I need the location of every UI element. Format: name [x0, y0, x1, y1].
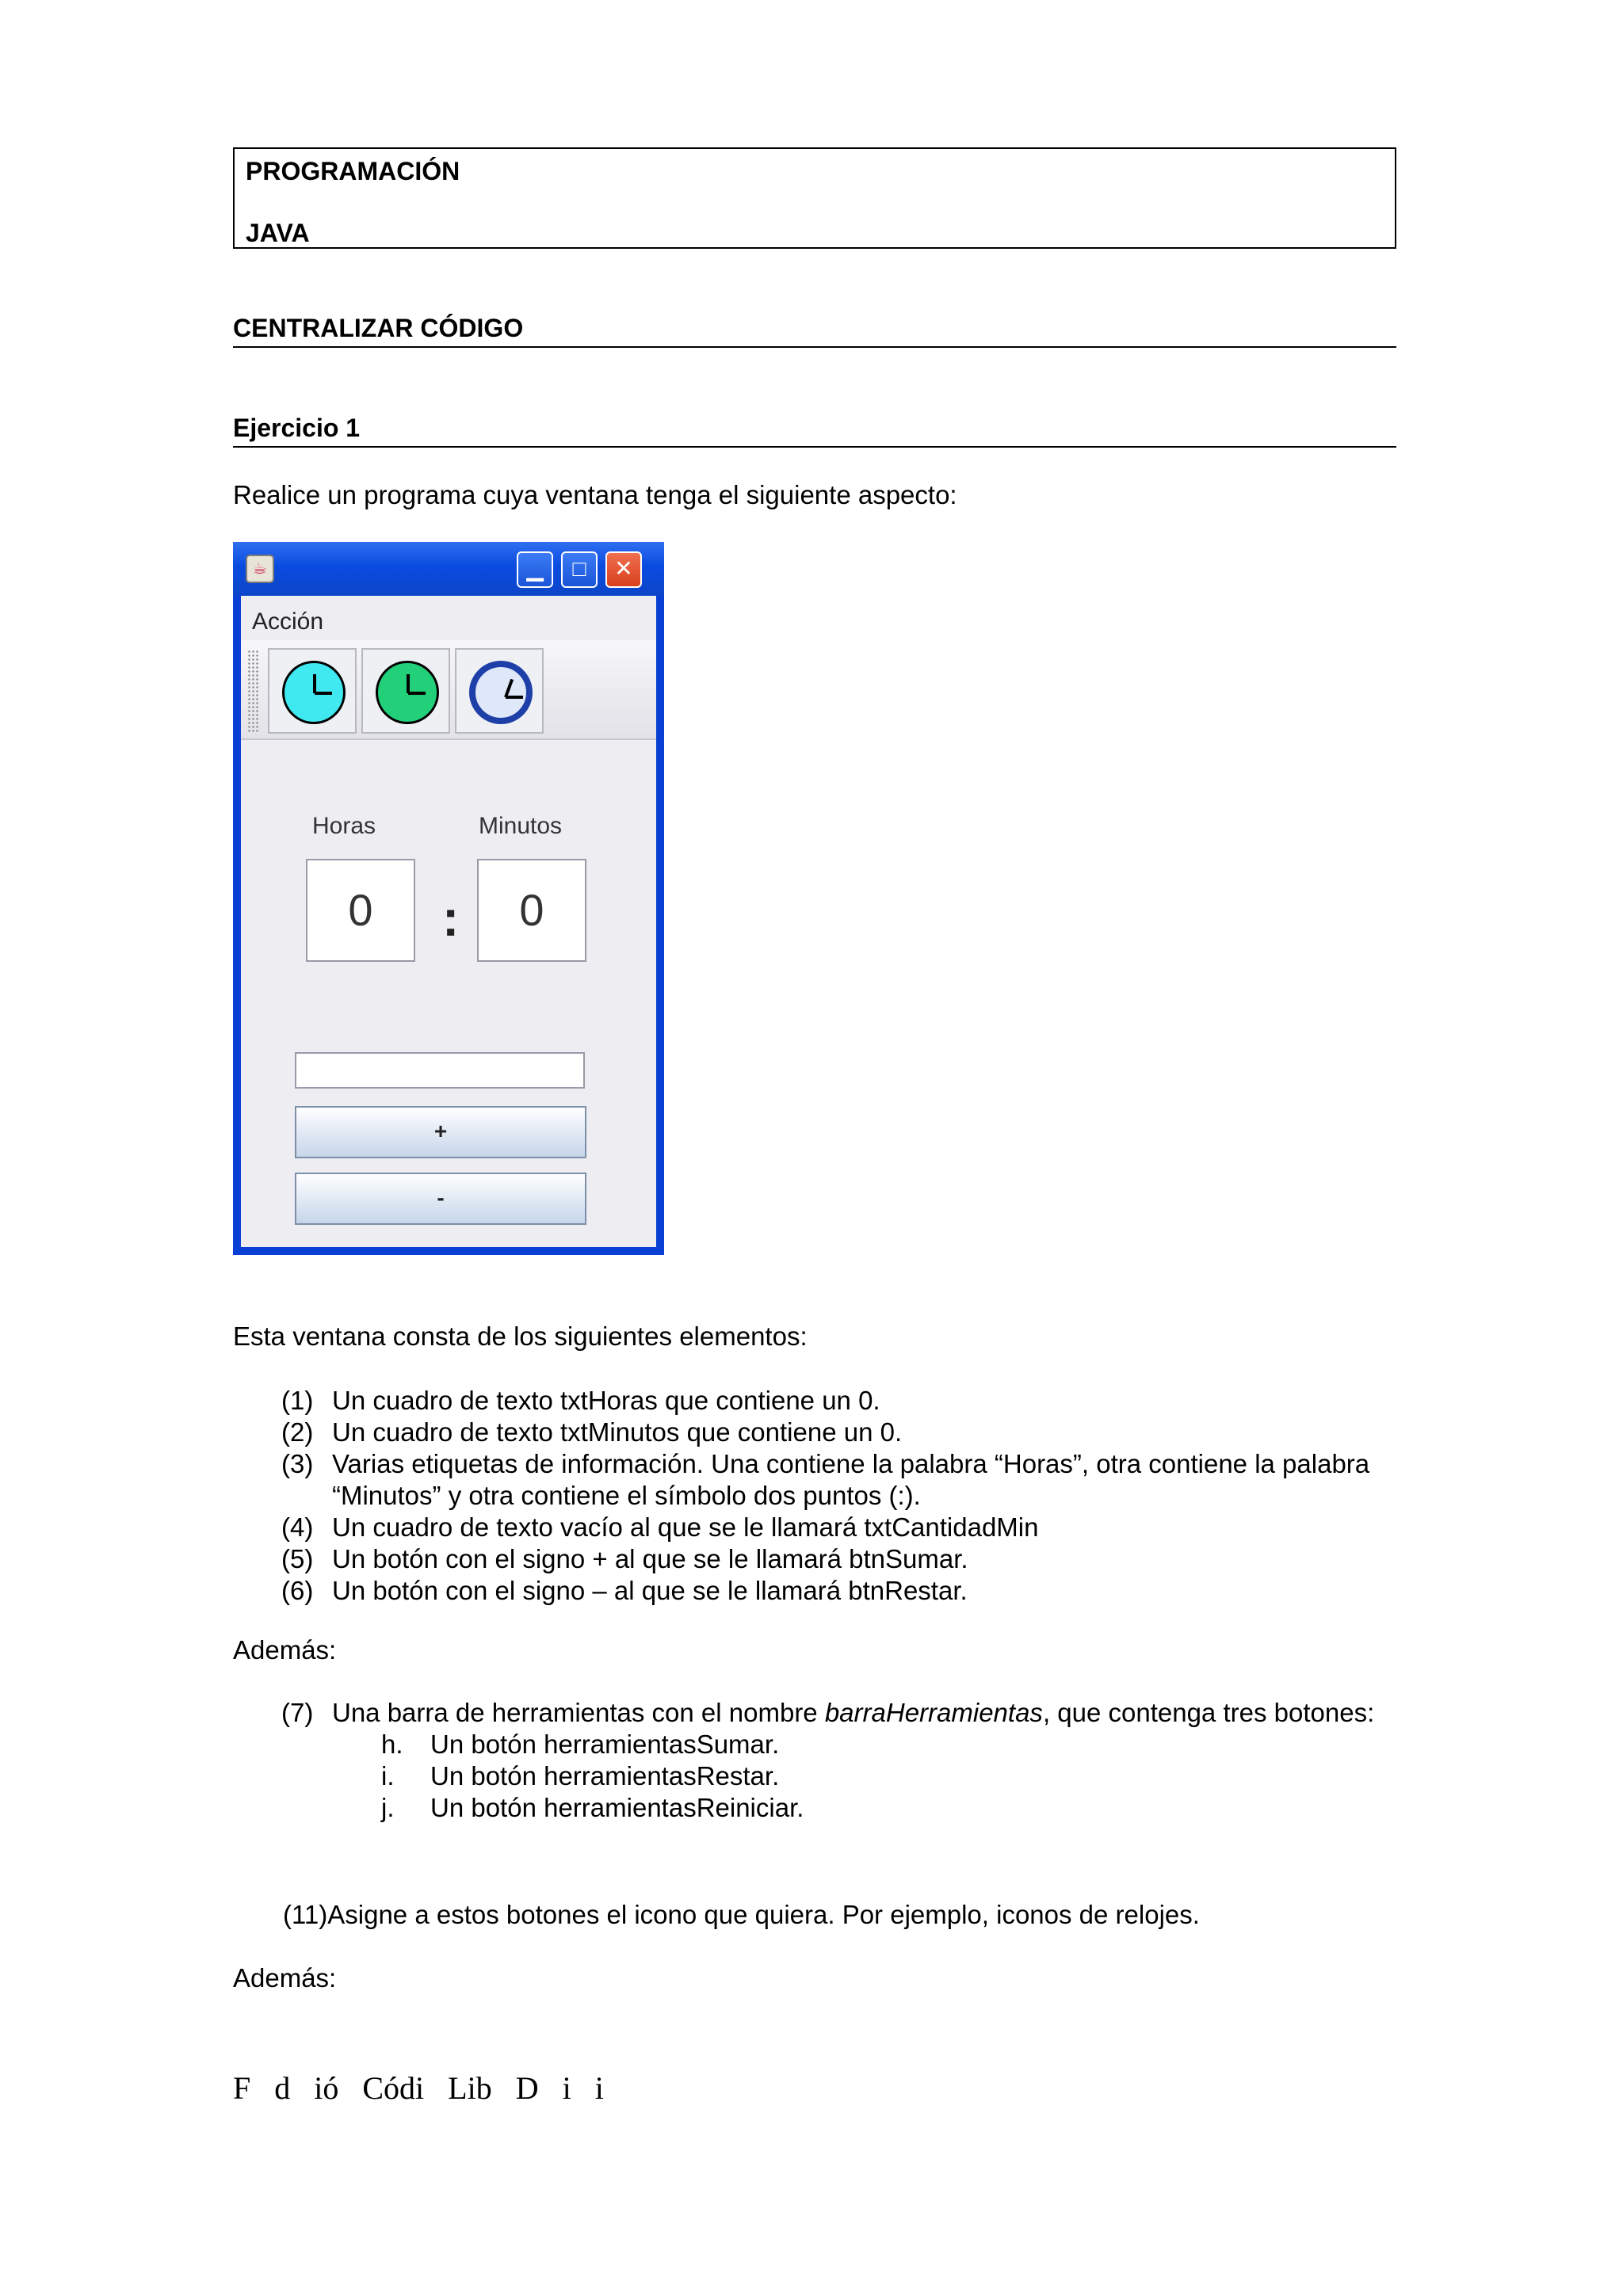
list-item: (3) Varias etiquetas de información. Una contiene la palabra “Horas”, otra contiene la palabra “Minutos” y otra contiene el símbolo dos puntos (:).: [281, 1449, 1370, 1510]
maximize-icon: □: [561, 551, 598, 588]
label-colon: :: [442, 890, 460, 947]
footer-text: F d ió Códi Lib D i i: [233, 2070, 604, 2106]
java-app-icon: ☕: [246, 555, 274, 583]
header-subtitle: JAVA: [246, 219, 310, 247]
header-title: PROGRAMACIÓN: [246, 157, 460, 185]
toolbar-grip: [247, 650, 260, 734]
section-title: CENTRALIZAR CÓDIGO: [233, 314, 1396, 348]
java-window-screenshot: [233, 542, 664, 1255]
minimize-icon: ▁: [517, 551, 553, 588]
tool-button-sumar: [268, 648, 357, 734]
header-box: [233, 147, 1396, 249]
tool-button-reiniciar: [455, 648, 544, 734]
ademas-label-1: Además:: [233, 1635, 337, 1665]
elements-list: [281, 1385, 1399, 1607]
list-item: (4) Un cuadro de texto vacío al que se le llamará txtCantidadMin: [281, 1512, 1039, 1542]
toolbar: [241, 640, 656, 740]
item-11: (11)Asigne a estos botones el icono que quiera. Por ejemplo, iconos de relojes.: [283, 1900, 1200, 1929]
menu-accion: Acción: [252, 608, 324, 635]
tool-button-restar: [361, 648, 450, 734]
elements-intro: Esta ventana consta de los siguientes elementos:: [233, 1322, 808, 1351]
sub-list-item: i. Un botón herramientasRestar.: [381, 1761, 780, 1791]
list-item: (1) Un cuadro de texto txtHoras que contiene un 0.: [281, 1386, 880, 1415]
clock-cyan-icon: [282, 661, 346, 724]
window-client-area: [241, 596, 656, 1247]
toolbar-list: [281, 1697, 1399, 1824]
txt-cantidad-min: [295, 1052, 585, 1089]
exercise-title: Ejercicio 1: [233, 414, 1396, 448]
intro-paragraph: Realice un programa cuya ventana tenga el siguiente aspecto:: [233, 480, 957, 509]
label-minutos: Minutos: [479, 813, 563, 839]
close-icon: ✕: [605, 551, 642, 588]
clock-green-icon: [376, 661, 439, 724]
btn-restar: -: [295, 1173, 586, 1225]
list-item: (5) Un botón con el signo + al que se le llamará btnSumar.: [281, 1544, 968, 1573]
txt-minutos: 0: [477, 859, 586, 962]
sub-list: [332, 1729, 1399, 1824]
list-item: (7) Una barra de herramientas con el nombre barraHerramientas, que contenga tres botones: h. Un botón herramientasSumar. i. Un botón herramientasRestar. j. Un botón herramientasReiniciar.: [281, 1697, 1399, 1824]
ademas-label-2: Además:: [233, 1963, 337, 1993]
btn-sumar: +: [295, 1106, 586, 1158]
txt-horas: 0: [306, 859, 415, 962]
label-horas: Horas: [312, 813, 376, 839]
list-item: (6) Un botón con el signo – al que se le llamará btnRestar.: [281, 1576, 968, 1605]
sub-list-item: h. Un botón herramientasSumar.: [381, 1730, 780, 1759]
clock-blue-icon: [469, 661, 533, 724]
list-item: (2) Un cuadro de texto txtMinutos que contiene un 0.: [281, 1417, 903, 1447]
sub-list-item: j. Un botón herramientasReiniciar.: [381, 1793, 804, 1822]
window-titlebar: [233, 542, 664, 596]
